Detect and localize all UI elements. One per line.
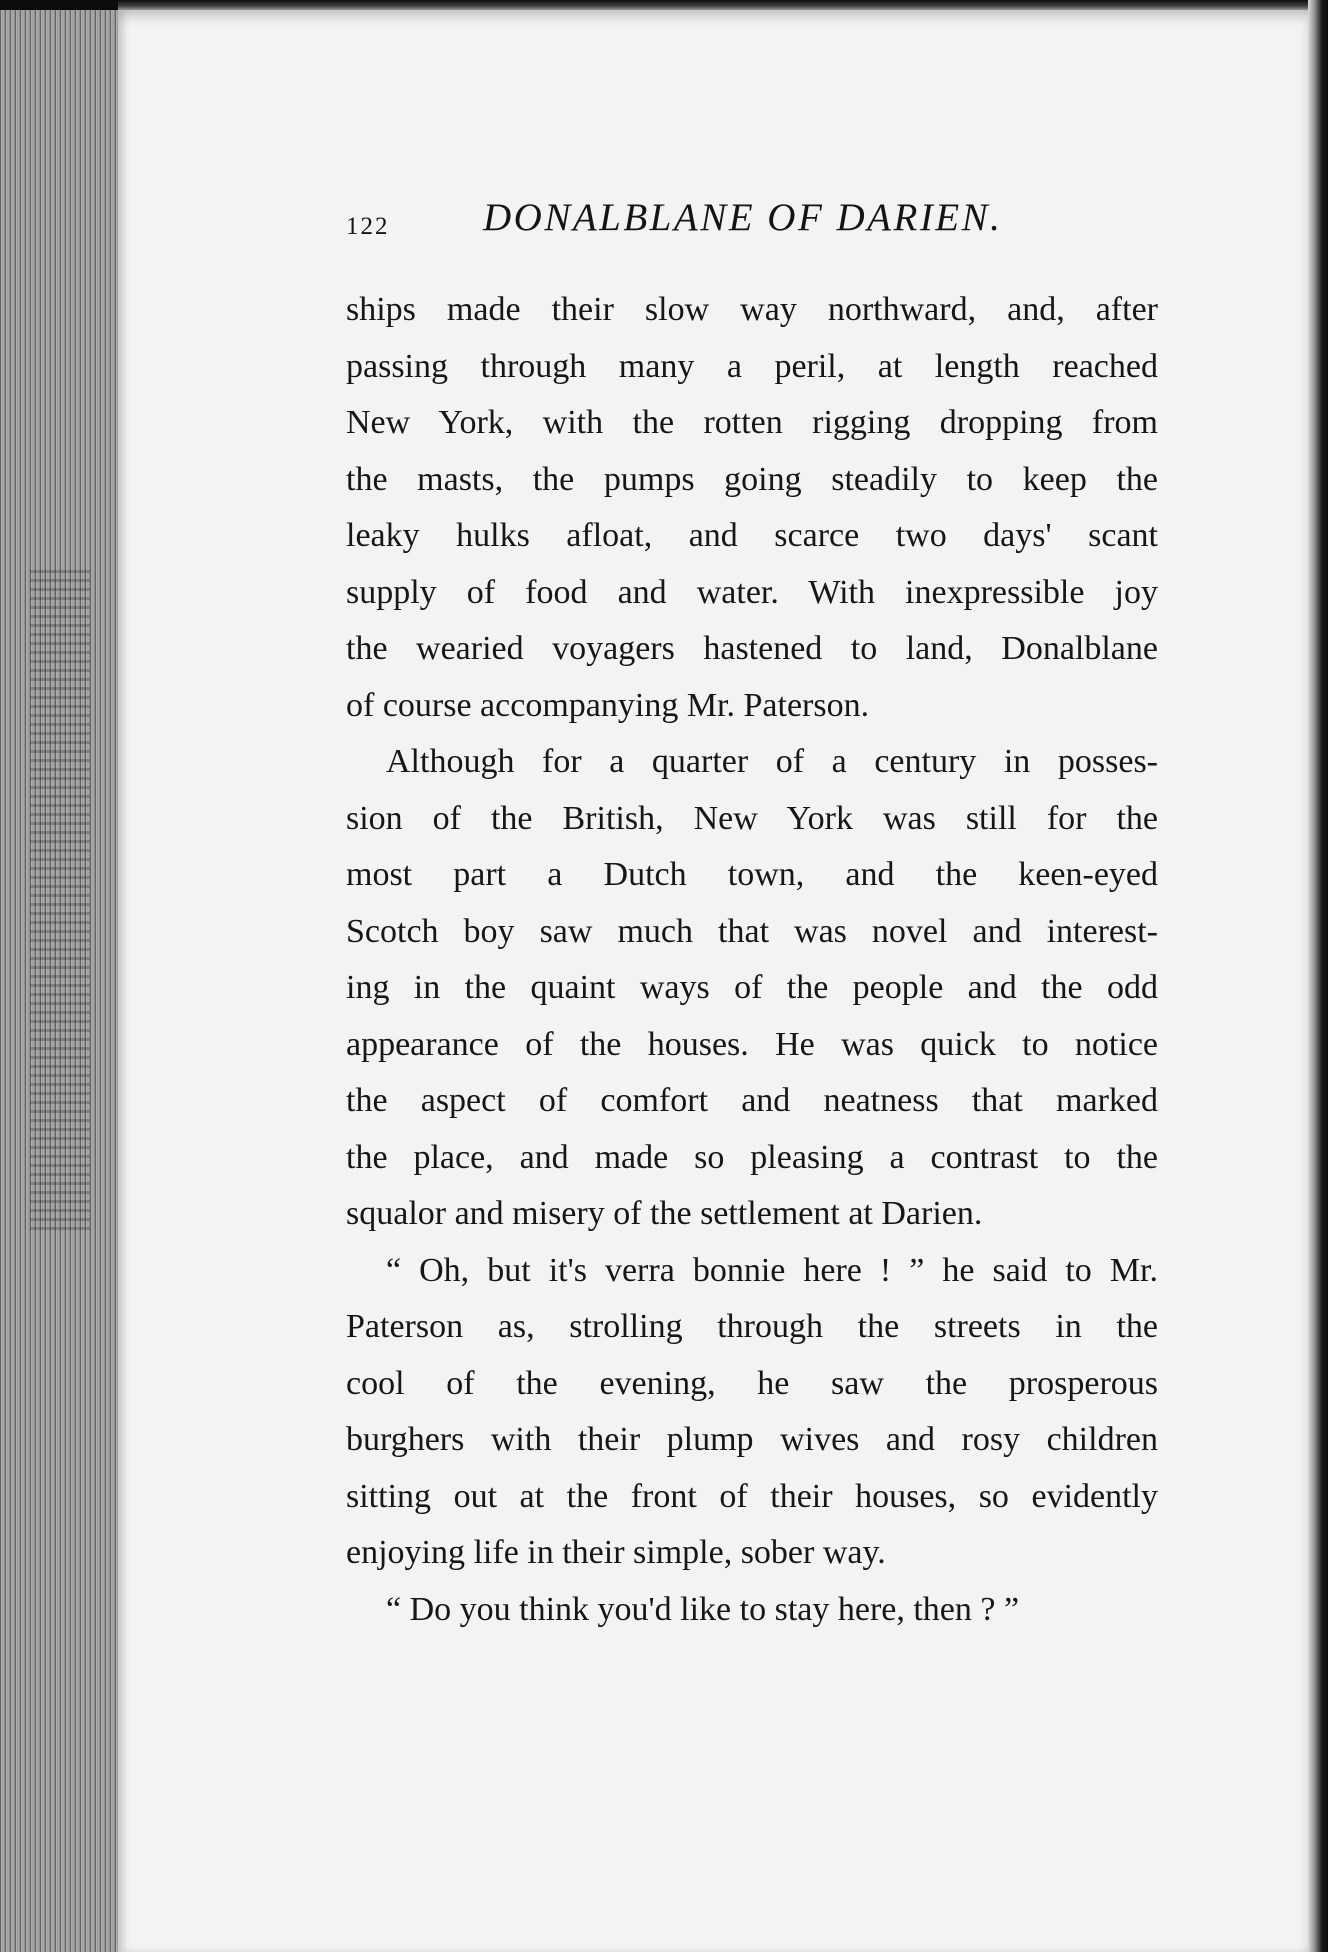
text-line: enjoying life in their simple, sober way. — [346, 1534, 886, 1571]
text-line: supply of food and water. With inexpressible joy — [346, 573, 1158, 611]
text-line: burghers with their plump wives and rosy children — [346, 1421, 1158, 1458]
text-line: of course accompanying Mr. Paterson. — [346, 686, 870, 724]
text-line: “ Do you think you'd like to stay here, then ? ” — [386, 1590, 1020, 1628]
text-line: sitting out at the front of their houses, so evidently — [346, 1477, 1158, 1515]
text-line: ing in the quaint ways of the people and the odd — [346, 969, 1158, 1006]
text-line: cool of the evening, he saw the prosperous — [346, 1364, 1158, 1402]
text-line: the place, and made so pleasing a contrast to the — [346, 1138, 1158, 1176]
text-line: most part a Dutch town, and the keen-eyed — [346, 856, 1158, 893]
library-stamp — [30, 570, 90, 1230]
page-number: 122 — [346, 213, 390, 240]
text-line: appearance of the houses. He was quick to notice — [346, 1025, 1158, 1063]
text-line: the aspect of comfort and neatness that marked — [346, 1082, 1158, 1119]
page-edges — [0, 10, 118, 1952]
text-line: ships made their slow way northward, and, after — [346, 291, 1158, 328]
text-line: “ Oh, but it's verra bonnie here ! ” he said to Mr. — [386, 1251, 1158, 1289]
body-text — [346, 282, 1158, 1638]
text-line: squalor and misery of the settlement at Darien. — [346, 1195, 983, 1232]
text-line: Although for a quarter of a century in posses- — [386, 743, 1158, 780]
text-line: Scotch boy saw much that was novel and interest- — [346, 912, 1158, 950]
running-title: DONALBLANE OF DARIEN. — [483, 196, 1003, 239]
text-line: New York, with the rotten rigging dropping from — [346, 404, 1158, 441]
text-line: the masts, the pumps going steadily to keep the — [346, 460, 1158, 498]
right-edge — [1308, 0, 1328, 1952]
text-line: sion of the British, New York was still for the — [346, 799, 1158, 837]
text-line: Paterson as, strolling through the streets in the — [346, 1308, 1158, 1345]
text-line: passing through many a peril, at length reached — [346, 347, 1158, 385]
text-line: the wearied voyagers hastened to land, Donalblane — [346, 630, 1158, 667]
text-line: leaky hulks afloat, and scarce two days' scant — [346, 517, 1158, 554]
page-header — [346, 195, 1126, 245]
